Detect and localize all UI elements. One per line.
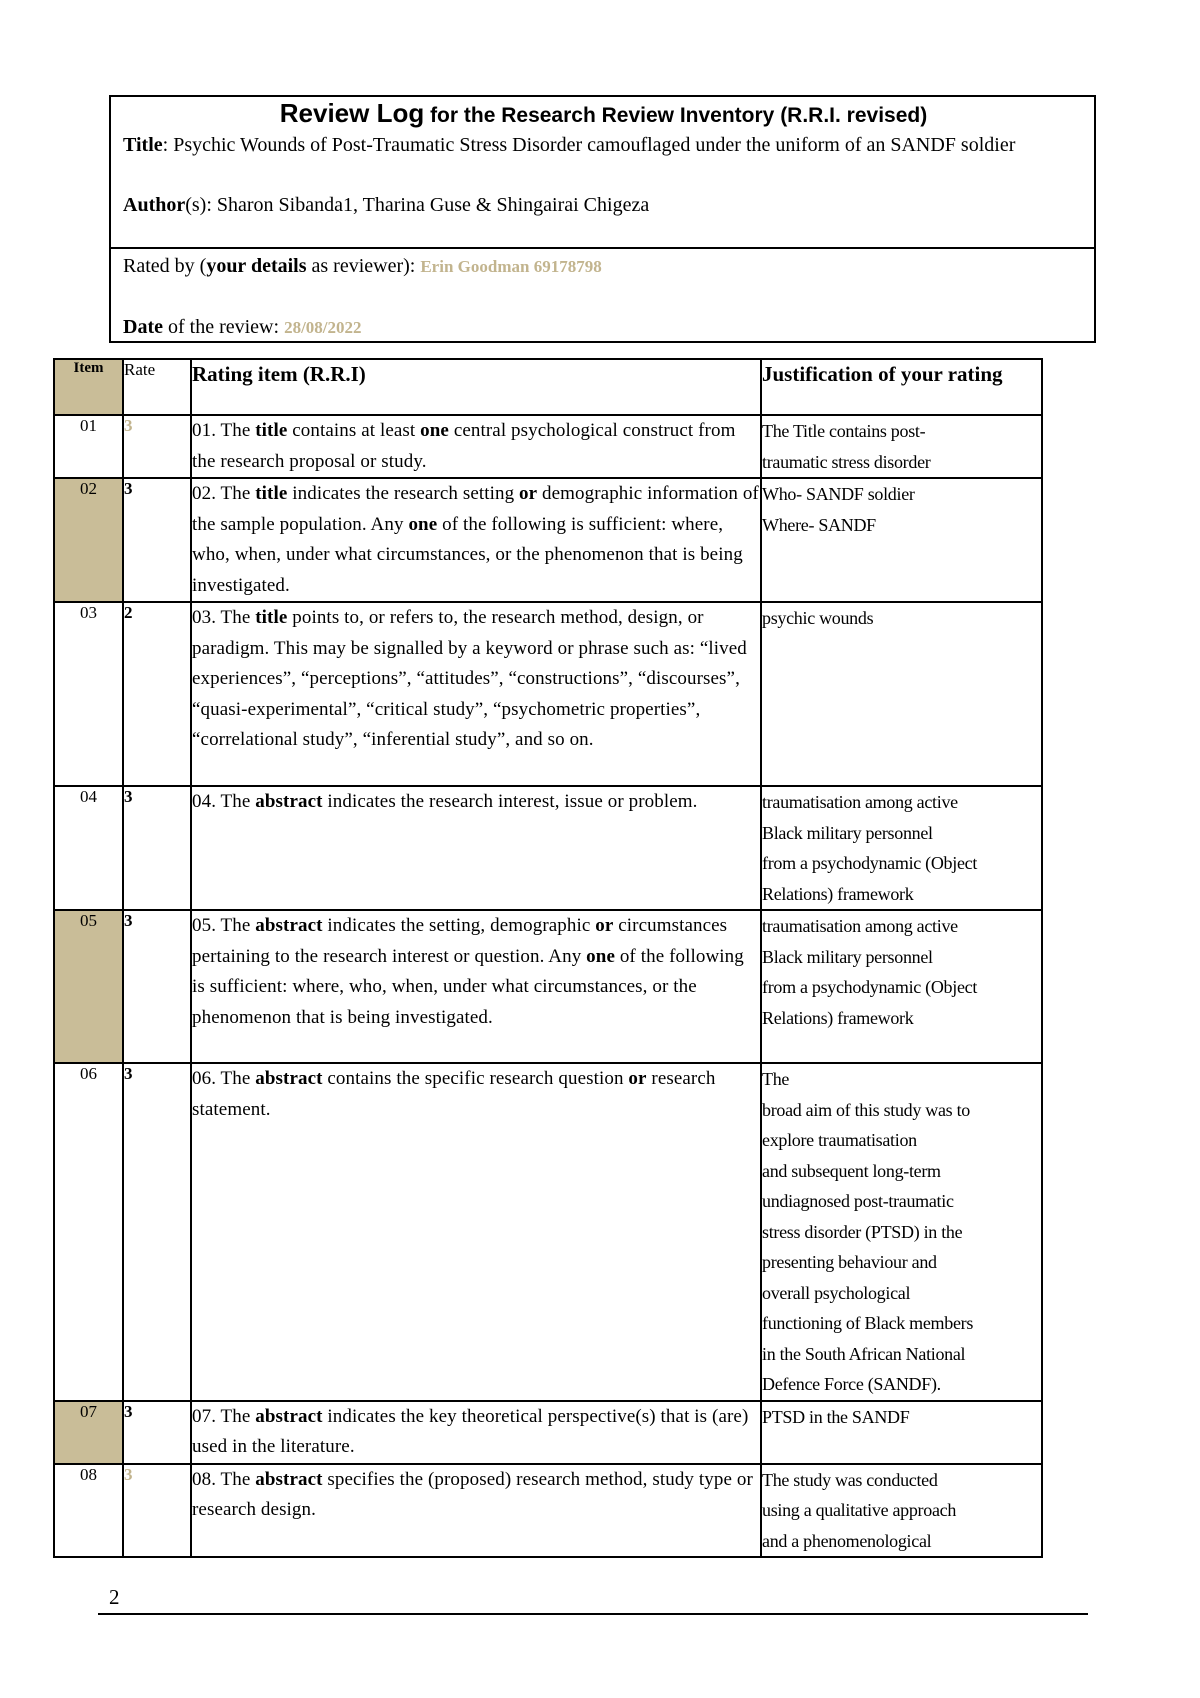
reviewer-section [111,249,1094,341]
item-number: 06 [54,1063,123,1401]
date-text: of the review: [162,316,285,338]
heading-subtitle: for the Research Review Inventory (R.R.I. revised) [424,104,928,127]
article-title [123,130,1084,160]
table-row [54,478,1042,602]
justification-line: overall psychological [762,1282,911,1303]
criterion-text: 07. The [192,1405,256,1427]
rating-table [53,358,1043,1558]
rating-criterion [191,602,761,786]
criterion-text: 04. The [192,791,256,812]
criterion-keyword: or [628,1068,647,1089]
criterion-keyword: one [586,945,615,967]
criterion-text: 02. The [192,483,256,504]
rating-value: 3 [123,1401,191,1464]
rating-criterion [191,786,761,910]
criterion-keyword: title [255,483,288,504]
rated-by-bold: your details [206,255,307,277]
criterion-text: contains the specific research question [322,1068,629,1089]
justification-line: Relations) framework [762,883,914,904]
justification [761,1401,1042,1464]
table-row [54,1063,1042,1401]
justification [761,602,1042,786]
justification-line: The study was conducted [762,1469,938,1490]
justification-line: stress disorder (PTSD) in the [762,1221,963,1242]
justification [761,415,1042,478]
justification-line: traumatisation among active [762,916,958,936]
review-log-header [109,95,1096,343]
justification [761,1464,1042,1558]
criterion-text: 01. The [192,420,256,441]
justification-line: Where- SANDF [762,514,876,535]
rating-value: 3 [123,786,191,910]
criterion-keyword: one [420,420,449,441]
criterion-text: of the following is sufficient: where, who, when, under what circumstances, or the phenomenon that is being investigated. [192,945,744,1028]
rating-value: 3 [123,910,191,1063]
header-rate: Rate [123,359,191,415]
criterion-text: circumstances pertaining to the research interest or question. Any [192,915,728,967]
title-value: : Psychic Wounds of Post-Traumatic Stress Disorder camouflaged under the uniform of an SANDF soldier [162,134,1016,156]
item-number: 04 [54,786,123,910]
criterion-text: 03. The [192,607,256,628]
justification-line: psychic wounds [762,608,874,628]
rating-criterion [191,415,761,478]
item-number: 03 [54,602,123,786]
review-date-line [123,312,1082,343]
justification-line: in the South African National [762,1343,966,1364]
justification-line: Black military personnel [762,822,933,843]
justification-line: explore traumatisation [762,1130,917,1150]
rating-value: 2 [123,602,191,786]
criterion-text: of the following is sufficient: where, who, when, under what circumstances, or the phenomenon that is being investigated. [192,513,743,596]
page-number: 2 [109,1585,120,1609]
author-value: (s): Sharon Sibanda1, Tharina Guse & Shingairai Chigeza [185,194,650,216]
justification [761,1063,1042,1401]
criterion-keyword: abstract [255,915,323,936]
criterion-keyword: abstract [255,1468,323,1490]
justification-line: traumatic stress disorder [762,451,931,472]
criterion-text: 05. The [192,915,256,936]
rated-by-line [123,251,1082,282]
table-row [54,602,1042,786]
rating-criterion [191,910,761,1063]
justification-line: and a phenomenological [762,1530,932,1551]
review-date: 28/08/2022 [284,318,362,337]
criterion-text: indicates the setting, demographic [322,915,596,936]
criterion-keyword: title [255,420,288,441]
justification-line: Black military personnel [762,946,933,967]
criterion-keyword: or [595,915,614,936]
criterion-text: 08. The [192,1468,256,1490]
author-label: Author [123,194,186,216]
item-number: 05 [54,910,123,1063]
criterion-keyword: one [408,513,438,535]
footer-divider [98,1613,1088,1615]
criterion-keyword: title [255,607,288,628]
rating-criterion [191,1401,761,1464]
rating-criterion [191,1464,761,1558]
criterion-keyword: abstract [255,791,323,812]
item-number: 07 [54,1401,123,1464]
rating-value: 3 [123,478,191,602]
justification-line: and subsequent long-term [762,1160,941,1181]
header-justification: Justification of your rating [761,359,1042,415]
rating-criterion [191,1063,761,1401]
justification-line: broad aim of this study was to [762,1099,970,1120]
criterion-text: points to, or refers to, the research method, design, or paradigm. This may be signalled by a keyword or phrase such as: “lived experiences”, “perceptions”, “attitudes”, “constructions”, “discourses”, “quasi-experimental”, “critical study”, “psychometric properties”, “correlational study”, “inferential study”, and so on. [192,607,747,750]
justification-line: PTSD in the SANDF [762,1406,910,1427]
reviewer-name: Erin Goodman 69178798 [420,257,602,276]
criterion-text: specifies the (proposed) research method, study type or research design. [192,1468,753,1520]
article-authors [123,190,1084,220]
criterion-text: indicates the research setting [287,483,520,504]
rating-value: 3 [123,415,191,478]
header-info-section [111,97,1094,249]
justification [761,786,1042,910]
criterion-text: demographic information of the sample population. Any [192,483,759,535]
justification-line: Who- SANDF soldier [762,484,915,504]
justification-line: Relations) framework [762,1007,914,1028]
item-number: 01 [54,415,123,478]
criterion-text: indicates the research interest, issue or problem. [322,791,698,812]
justification-line: using a qualitative approach [762,1500,957,1520]
table-row [54,910,1042,1063]
justification-line: undiagnosed post-traumatic [762,1191,954,1211]
rated-by-prefix: Rated by ( [123,255,207,277]
heading-review-log: Review Log [279,98,425,128]
table-row [54,786,1042,910]
criterion-text: central psychological construct from the research proposal or study. [192,420,736,472]
criterion-text: contains at least [287,420,421,441]
title-label: Title [123,134,163,156]
criterion-keyword: or [519,483,538,504]
rating-value: 3 [123,1063,191,1401]
rating-value: 3 [123,1464,191,1558]
justification [761,478,1042,602]
justification [761,910,1042,1063]
criterion-text: research statement. [192,1068,716,1120]
criterion-text: 06. The [192,1068,256,1089]
rated-by-suffix: as reviewer): [306,255,421,277]
header-item: Item [54,359,123,415]
table-row [54,1464,1042,1558]
justification-line: from a psychodynamic (Object [762,853,978,873]
justification-line: functioning of Black members [762,1313,974,1333]
justification-line: presenting behaviour and [762,1252,937,1272]
item-number: 08 [54,1464,123,1558]
table-header-row [54,359,1042,415]
date-label: Date [123,316,163,338]
review-log-heading [123,99,1084,130]
table-row [54,1401,1042,1464]
justification-line: Defence Force (SANDF). [762,1374,941,1394]
table-row [54,415,1042,478]
rating-criterion [191,478,761,602]
header-rating-item: Rating item (R.R.I) [191,359,761,415]
justification-line: The Title contains post- [762,421,926,441]
criterion-keyword: abstract [255,1405,323,1427]
item-number: 02 [54,478,123,602]
justification-line: The [762,1069,790,1089]
justification-line: from a psychodynamic (Object [762,977,978,997]
justification-line: traumatisation among active [762,792,958,812]
criterion-text: indicates the key theoretical perspective(s) that is (are) used in the literature. [192,1405,749,1457]
criterion-keyword: abstract [255,1068,323,1089]
